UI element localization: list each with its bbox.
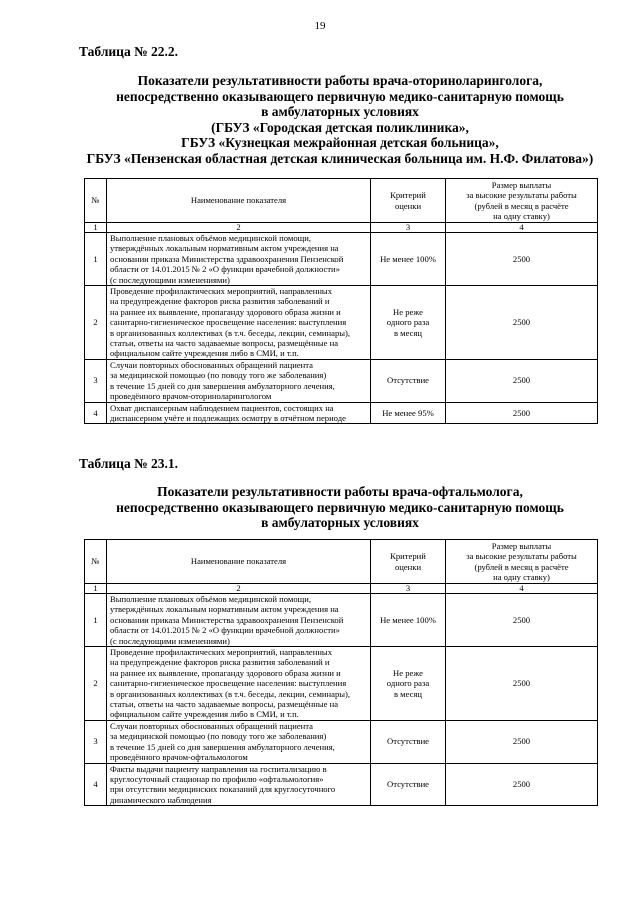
header-line: Размер выплаты [491,179,552,190]
row-criterion-line: в месяц [393,327,423,338]
table-23-1-heading [40,484,640,531]
row-criterion-line: Отсутствие [387,375,429,386]
row-name-line: Выполнение плановых объёмов медицинской помощи, [110,594,312,604]
header-line: за высокие результаты работы [466,551,577,562]
row-name-line: санитарно-гигиеническое просвещение населения: выступления [110,678,347,689]
row-criterion [371,763,446,806]
row-name-line: области от 14.01.2015 № 2 «О функции врачебной должности» [110,625,340,636]
row-name-line: Случаи повторных обоснованных обращений пациента [110,720,313,731]
row-criterion-line: одного раза [386,678,430,689]
row-payment: 2500 [446,359,598,402]
row-name-line: на предупреждение факторов риска развития заболеваний и [110,296,330,307]
row-number: 2 [85,647,107,721]
header-line: за высокие результаты работы [466,190,577,201]
row-name-line: Проведение профилактических мероприятий, направленных [110,286,332,297]
row-number: 1 [85,233,107,286]
row-criterion-line: Отсутствие [387,779,429,790]
row-name-line: Выполнение плановых объёмов медицинской помощи, [110,233,312,243]
row-name-line: статьи, ответы на часто задаваемые вопросы, размещённые на [110,338,339,349]
table-row [85,359,598,402]
row-payment: 2500 [446,647,598,721]
heading-line: ГБУЗ «Пензенская областная детская клиническая больница им. Н.Ф. Филатова») [86,150,594,166]
table-row [85,233,598,286]
row-name [107,359,371,402]
row-number: 3 [85,359,107,402]
row-number: 2 [85,286,107,360]
row-name-line: на предупреждение факторов риска развития заболеваний и [110,657,330,668]
row-criterion-line: Отсутствие [387,736,429,747]
row-criterion-line: Не менее 100% [380,253,436,264]
row-name-line: Охват диспансерным наблюдением пациентов, состоящих на [110,402,334,413]
row-name-line: Факты выдачи пациенту направления на госпитализацию в [110,763,327,774]
row-name-line: санитарно-гигиеническое просвещение населения: выступления [110,317,347,328]
row-name [107,286,371,360]
header-line: (рублей в месяц в расчёте [474,200,569,211]
table-row [85,720,598,763]
header-payment [446,179,598,223]
page-number: 19 [314,20,326,32]
row-name-line: за медицинской помощью (по поводу того же заболевания) [110,731,327,742]
header-num: № [85,179,107,223]
row-name-line: области от 14.01.2015 № 2 «О функции врачебной должности» [110,264,340,275]
row-name-line: круглосуточный стационар по профилю «офтальмология» [110,773,324,784]
heading-line: Показатели результативности работы врача-офтальмолога, [157,484,523,499]
table-row [85,402,598,424]
row-name [107,594,371,647]
header-payment [446,540,598,584]
row-name [107,647,371,721]
row-payment: 2500 [446,286,598,360]
row-criterion-line: одного раза [386,317,430,328]
row-name-line: основании приказа Министерства здравоохранения Пензенской [110,614,344,625]
header-line: (рублей в месяц в расчёте [474,561,569,572]
row-criterion [371,286,446,360]
row-name-line: диспансерном учёте и подлежащих осмотру в отчётном периоде [110,412,346,423]
column-number: 3 [371,584,446,594]
row-name-line: статьи, ответы на часто задаваемые вопросы, размещённые на [110,699,339,710]
column-number: 1 [85,223,107,233]
row-payment: 2500 [446,594,598,647]
row-name-line: Случаи повторных обоснованных обращений пациента [110,359,313,370]
table-22-2-heading [40,73,640,166]
row-number: 3 [85,720,107,763]
row-payment: 2500 [446,763,598,806]
row-criterion-line: Не менее 100% [380,614,436,625]
row-name-line: утверждённых локальным нормативным актом учреждения на [110,243,339,254]
row-criterion [371,359,446,402]
column-number: 2 [107,584,371,594]
row-name [107,233,371,286]
row-name-line: при отсутствии медицинских показаний для круглосуточного [110,784,336,795]
row-name-line: основании приказа Министерства здравоохранения Пензенской [110,253,344,264]
row-name-line: утверждённых локальным нормативным актом учреждения на [110,604,339,615]
row-payment: 2500 [446,720,598,763]
row-criterion [371,720,446,763]
row-name-line: (с последующими изменениями) [110,274,230,285]
heading-line: в амбулаторных условиях [261,515,419,530]
header-line: оценки [394,561,422,572]
row-name-line: динамического наблюдения [110,794,212,805]
header-line: Критерий [390,551,426,562]
row-name-line: на раннее их выявление, пропаганду здорового образа жизни и [110,306,341,317]
table-row [85,647,598,721]
table-23-1-label: Таблица № 23.1. [79,456,179,471]
column-number: 2 [107,223,371,233]
table-row [85,286,598,360]
row-criterion-line: в месяц [393,688,423,699]
row-name-line: (с последующими изменениями) [110,635,230,646]
heading-line: (ГБУЗ «Городская детская поликлиника», [211,119,469,135]
row-name-line: официальном сайте учреждения либо в СМИ, и т.п. [110,709,299,720]
header-name: Наименование показателя [107,179,371,223]
table-row [85,594,598,647]
row-name [107,763,371,806]
row-payment: 2500 [446,402,598,424]
row-number: 4 [85,402,107,424]
column-number: 1 [85,584,107,594]
row-name-line: в организованных коллективах (в т.ч. беседы, лекции, семинары), [110,327,351,338]
row-criterion-line: Не реже [393,306,423,317]
header-line: Размер выплаты [491,540,552,551]
row-name-line: в течение 15 дней со дня завершения амбулаторного лечения, [110,741,335,752]
row-name-line: в течение 15 дней со дня завершения амбулаторного лечения, [110,380,335,391]
row-payment: 2500 [446,233,598,286]
column-number: 4 [446,223,598,233]
header-criterion [371,179,446,223]
row-name-line: проведённого врачом-офтальмологом [110,752,248,763]
table-23-1 [84,539,598,806]
row-name-line: на раннее их выявление, пропаганду здорового образа жизни и [110,667,341,678]
header-line: на одну ставку) [493,571,550,582]
row-name-line: проведённого врачом-оториноларингологом [110,391,272,402]
header-line: оценки [394,200,422,211]
row-number: 1 [85,594,107,647]
row-criterion-line: Не менее 95% [382,407,434,418]
row-name [107,720,371,763]
table-row [85,763,598,806]
row-name-line: в организованных коллективах (в т.ч. беседы, лекции, семинары), [110,688,351,699]
table-22-2 [84,178,598,424]
row-name-line: Проведение профилактических мероприятий, направленных [110,647,332,658]
row-criterion [371,402,446,424]
row-criterion [371,233,446,286]
header-line: Критерий [390,190,426,201]
heading-line: ГБУЗ «Кузнецкая межрайонная детская больница», [181,135,499,150]
row-name [107,402,371,424]
row-name-line: за медицинской помощью (по поводу того же заболевания) [110,370,327,381]
row-criterion-line: Не реже [393,667,423,678]
table-22-2-label: Таблица № 22.2. [79,44,179,59]
row-criterion [371,647,446,721]
row-name-line: официальном сайте учреждения либо в СМИ, и т.п. [110,348,299,359]
row-number: 4 [85,763,107,806]
heading-line: непосредственно оказывающего первичную медико-санитарную помощь [116,499,564,515]
heading-line: в амбулаторных условиях [261,104,419,119]
heading-line: Показатели результативности работы врача-оториноларинголога, [137,73,543,88]
header-line: на одну ставку) [493,210,550,221]
header-name: Наименование показателя [107,540,371,584]
column-number: 3 [371,223,446,233]
header-criterion [371,540,446,584]
column-number: 4 [446,584,598,594]
header-num: № [85,540,107,584]
heading-line: непосредственно оказывающего первичную медико-санитарную помощь [116,88,564,104]
row-criterion [371,594,446,647]
